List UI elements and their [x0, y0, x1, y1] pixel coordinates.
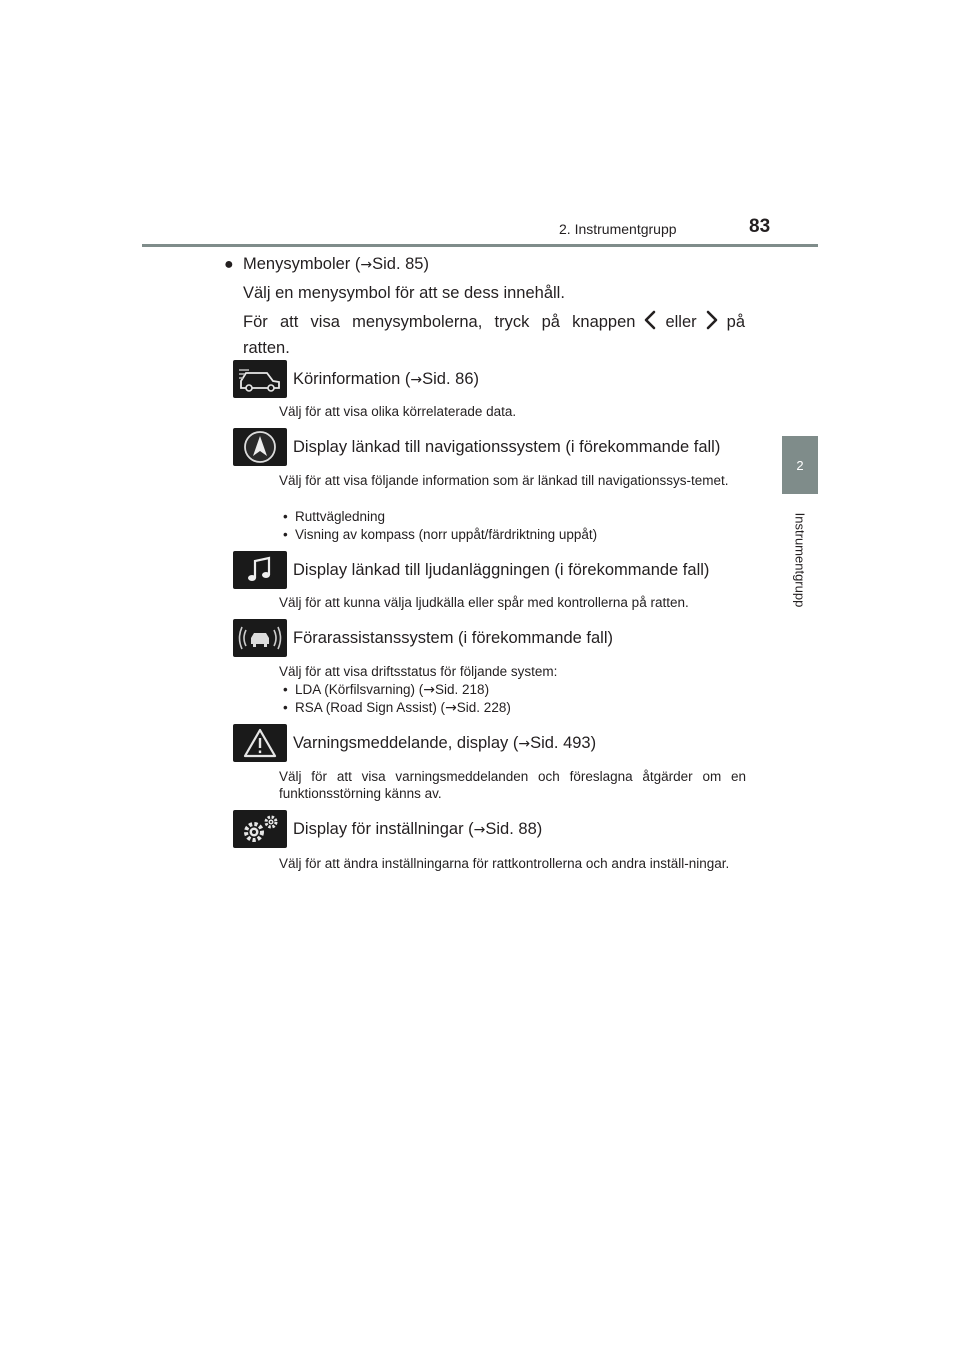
- entry-title: Display länkad till ljudanläggningen (i förekommande fall): [293, 561, 710, 579]
- chevron-left-icon: [643, 310, 657, 337]
- bullet-marker: ●: [224, 256, 234, 273]
- entry-description: Välj för att visa driftsstatus för följande system:: [279, 664, 558, 679]
- entry-description: Välj för att ändra inställningarna för rattkontrollerna och andra inställ-ningar.: [279, 856, 730, 871]
- entry-description: Välj för att visa följande information som är länkad till navigationssys-temet.: [279, 473, 729, 488]
- entry-description: Välj för att kunna välja ljudkälla eller spår med kontrollerna på ratten.: [279, 595, 689, 610]
- chapter-label: Instrumentgrupp: [792, 512, 808, 608]
- page-number: 83: [749, 216, 771, 237]
- header-section-title: 2. Instrumentgrupp: [559, 221, 677, 237]
- arrow-ref: →: [360, 257, 373, 273]
- list-item: • Visning av kompass (norr uppåt/färdriktning uppåt): [283, 527, 598, 542]
- chapter-tab: [782, 436, 818, 494]
- entry-description: Välj för att visa olika körrelaterade data.: [279, 404, 517, 419]
- music-note-icon: [233, 551, 287, 589]
- settings-gears-icon: [233, 810, 287, 848]
- warning-triangle-icon: [233, 724, 287, 762]
- entry-title: Display för inställningar (→Sid. 88): [293, 820, 543, 838]
- car-info-icon: [233, 360, 287, 398]
- entry-title: Display länkad till navigationssystem (i förekommande fall): [293, 438, 721, 456]
- intro-line: Välj en menysymbol för att se dess innehåll.: [243, 284, 565, 302]
- header-divider: [142, 244, 818, 247]
- driver-assist-icon: [233, 619, 287, 657]
- navigation-icon: [233, 428, 287, 466]
- entry-title: Varningsmeddelande, display (→Sid. 493): [293, 734, 597, 752]
- chevron-right-icon: [705, 310, 719, 337]
- list-item: • RSA (Road Sign Assist) (→Sid. 228): [283, 700, 511, 716]
- entry-description: Välj för att visa varningsmeddelanden och föreslagna åtgärder om en funktionsstörning känns av.: [279, 769, 746, 801]
- entry-title: Förarassistanssystem (i förekommande fall): [293, 629, 614, 647]
- list-item: • Ruttvägledning: [283, 509, 386, 524]
- intro-instruction: För att visa menysymbolerna, tryck på knappen eller på ratten.: [243, 310, 745, 360]
- list-item: • LDA (Körfilsvarning) (→Sid. 218): [283, 682, 490, 698]
- intro-title: Menysymboler (→Sid. 85): [243, 255, 429, 273]
- entry-title: Körinformation (→Sid. 86): [293, 370, 479, 388]
- chapter-number: 2: [796, 457, 804, 473]
